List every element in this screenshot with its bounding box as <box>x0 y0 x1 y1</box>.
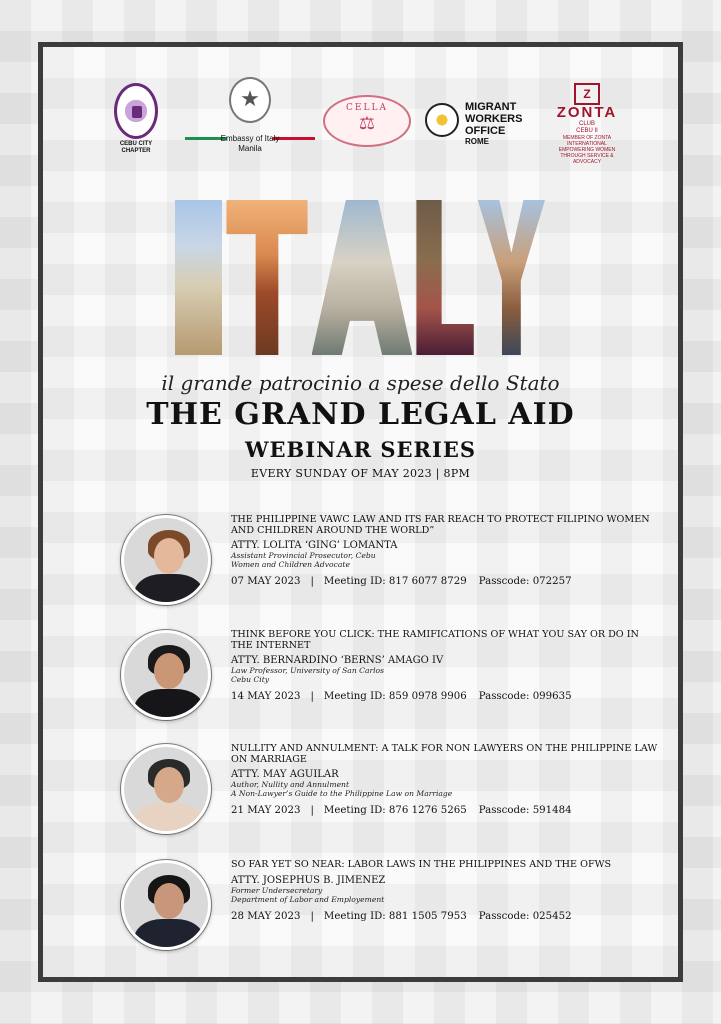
hero-letter-a <box>312 200 413 355</box>
separator: | <box>310 576 314 587</box>
embassy-caption-line1: Embassy of Italy <box>220 134 280 143</box>
mwo-line4: ROME <box>465 137 489 146</box>
ibp-cebu-logo <box>111 83 161 155</box>
mwo-line1: MIGRANT <box>465 101 517 113</box>
hero-letter-t-text <box>226 201 307 355</box>
cella-oval <box>323 95 411 147</box>
speaker-role-1: Former Undersecretary <box>231 885 323 895</box>
speaker-role-2: Cebu City <box>231 675 270 684</box>
session-info <box>231 630 661 702</box>
session-card <box>121 860 661 956</box>
hero-letter-l <box>416 200 473 355</box>
session-topic: SO FAR YET SO NEAR: LABOR LAWS IN THE PHILIPPINES AND THE OFWS <box>231 859 612 870</box>
hero-letter-t <box>226 200 307 355</box>
passcode[interactable]: Passcode: 099635 <box>478 691 572 702</box>
hero-letter-a-text <box>312 201 413 355</box>
poster-frame <box>38 42 683 982</box>
dmw-seal-icon <box>425 103 459 137</box>
session-topic: THE PHILIPPINE VAWC LAW AND ITS FAR REACH TO PROTECT FILIPINO WOMEN AND CHILDREN AROUND THE WORLD” <box>231 514 650 536</box>
separator: | <box>310 805 314 816</box>
speaker-role-1: Author, Nullity and Annulment <box>231 780 350 789</box>
session-meeting-details <box>231 691 661 702</box>
speaker-role-2: Department of Labor and Employement <box>231 894 385 904</box>
mwo-text <box>465 101 522 146</box>
zonta-name: ZONTA <box>556 104 618 121</box>
session-meeting-details <box>231 805 661 816</box>
hero-letter-y-text <box>478 201 545 355</box>
event-schedule: EVERY SUNDAY OF MAY 2023 | 8PM <box>250 467 471 480</box>
mwo-line3: OFFICE <box>465 125 506 137</box>
ibp-caption-line2: CHAPTER <box>121 148 151 154</box>
zonta-chapter: CEBU II <box>576 128 598 134</box>
session-topic: NULLITY AND ANNULMENT: A TALK FOR NON LAWYERS ON THE PHILIPPINE LAW ON MARRIAGE <box>231 743 658 765</box>
session-meeting-details <box>231 576 661 587</box>
italian-subtitle: il grande patrocinio a spese dello Stato <box>161 371 560 395</box>
migrant-workers-office-logo <box>425 99 545 146</box>
avatar-face <box>154 883 184 919</box>
meeting-id[interactable]: Meeting ID: 859 0978 9906 <box>323 691 467 702</box>
zonta-tagline-1: EMPOWERING WOMEN <box>558 147 616 153</box>
cella-logo <box>323 95 411 147</box>
zonta-tagline-2: THROUGH SERVICE & ADVOCACY <box>560 153 614 165</box>
zonta-club-logo <box>549 83 625 165</box>
speaker-name: ATTY. LOLITA ‘GING’ LOMANTA <box>231 540 398 551</box>
speaker-photo-avatar <box>121 630 211 720</box>
speaker-photo-avatar <box>121 515 211 605</box>
speaker-name: ATTY. MAY AGUILAR <box>231 769 339 780</box>
meeting-id[interactable]: Meeting ID: 876 1276 5265 <box>323 805 467 816</box>
speaker-photo-avatar <box>121 860 211 950</box>
speaker-role-1: Assistant Provincial Prosecutor, Cebu <box>231 551 376 560</box>
avatar-body <box>134 689 204 720</box>
embassy-of-italy-logo <box>185 77 315 154</box>
event-title: THE GRAND LEGAL AID <box>146 397 575 432</box>
session-card <box>121 630 661 726</box>
avatar-face <box>154 538 184 574</box>
zonta-mark-icon: Z <box>574 83 600 105</box>
hero-letter-i <box>175 200 222 355</box>
avatar-body <box>134 574 204 605</box>
event-series: WEBINAR SERIES <box>244 437 477 462</box>
zonta-member: MEMBER OF ZONTA INTERNATIONAL <box>562 135 612 147</box>
zonta-club: CLUB <box>578 121 595 127</box>
session-card <box>121 515 661 611</box>
ibp-caption <box>111 141 161 155</box>
hero-letter-l-text <box>416 201 473 355</box>
session-date: 28 MAY 2023 <box>231 910 301 922</box>
cella-word: CELLA <box>346 103 388 113</box>
ibp-seal-icon <box>114 83 158 139</box>
passcode[interactable]: Passcode: 591484 <box>478 805 572 816</box>
italian-emblem-icon: ★ <box>229 77 271 123</box>
session-info <box>231 744 661 816</box>
session-meeting-details <box>231 911 661 922</box>
italy-hero-lettering <box>175 200 545 355</box>
mwo-line2: WORKERS <box>465 113 523 125</box>
speaker-name: ATTY. BERNARDINO ‘BERNS’ AMAGO IV <box>231 655 444 666</box>
avatar-body <box>134 919 204 950</box>
separator: | <box>310 691 314 702</box>
meeting-id[interactable]: Meeting ID: 881 1505 7953 <box>323 910 467 922</box>
hero-letter-i-text <box>175 201 222 355</box>
session-date: 14 MAY 2023 <box>231 691 301 702</box>
speaker-photo-avatar <box>121 744 211 834</box>
hero-letter-y <box>478 200 545 355</box>
passcode[interactable]: Passcode: 072257 <box>478 576 572 587</box>
speaker-role-2: Women and Children Advocate <box>231 560 350 569</box>
avatar-face <box>154 767 184 803</box>
session-date: 21 MAY 2023 <box>231 805 301 816</box>
session-info <box>231 860 661 922</box>
session-topic: THINK BEFORE YOU CLICK: THE RAMIFICATIONS OF WHAT YOU SAY OR DO IN THE INTERNET <box>231 629 639 651</box>
speaker-role-1: Law Professor, University of San Carlos <box>231 666 384 675</box>
separator: | <box>310 910 314 922</box>
session-date: 07 MAY 2023 <box>231 576 301 587</box>
scales-of-justice-icon: ⚖ <box>358 113 376 134</box>
speaker-name: ATTY. JOSEPHUS B. JIMENEZ <box>231 874 386 886</box>
session-info <box>231 515 661 587</box>
session-card <box>121 744 661 840</box>
ibp-caption-line1: CEBU CITY <box>119 141 153 147</box>
embassy-caption-line2: Manila <box>238 144 262 153</box>
avatar-face <box>154 653 184 689</box>
passcode[interactable]: Passcode: 025452 <box>478 910 572 922</box>
speaker-role-2: A Non-Lawyer’s Guide to the Philippine Law on Marriage <box>231 789 453 798</box>
meeting-id[interactable]: Meeting ID: 817 6077 8729 <box>323 576 467 587</box>
avatar-body <box>134 803 204 834</box>
